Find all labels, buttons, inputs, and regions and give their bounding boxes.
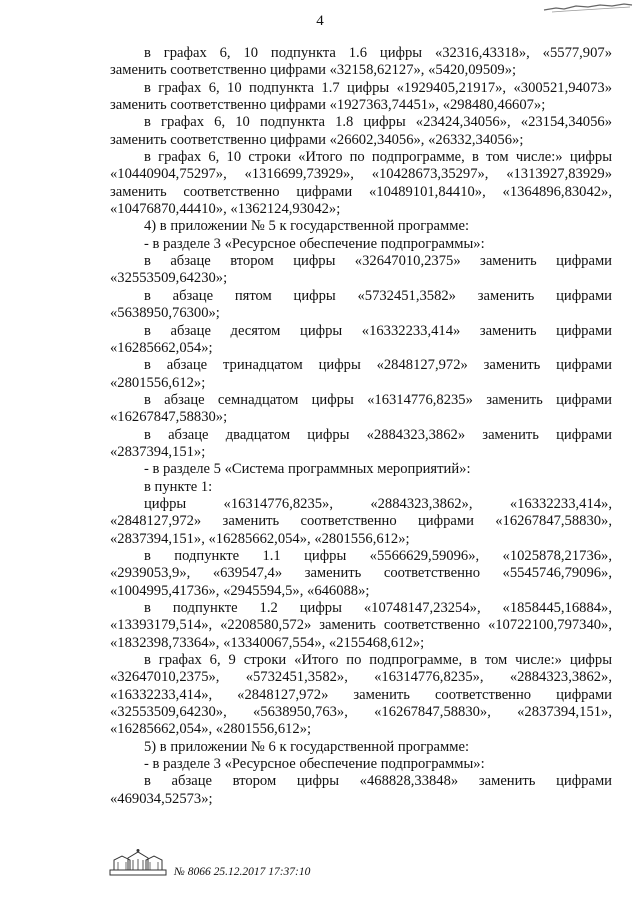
text-line: «2837394,151»; [110,443,206,460]
text-line: в графах 6, 10 подпункта 1.6 цифры «32316,43318», «5577,907» [144,45,612,61]
text-line: в абзаце двадцатом цифры «2884323,3862» заменить цифрами [144,426,612,443]
text-line: «1004995,41736», «2945594,5», «646088»; [110,582,370,599]
page-number: 4 [316,13,324,29]
scan-edge-mark [542,2,634,14]
text-line: заменить соответственно цифрами «26602,34056», «26332,34056»; [110,131,524,148]
text-line: «13393179,514», «2208580,572» заменить соответственно «10722100,797340», [110,617,612,634]
text-line: - в разделе 3 «Ресурсное обеспечение подпрограммы»: [144,756,485,773]
text-line: в абзаце втором цифры «468828,33848» заменить цифрами [144,773,612,790]
text-line: «5638950,76300»; [110,305,220,322]
text-line: «2848127,972» заменить соответственно цифрами «16267847,58830», [110,513,612,530]
text-line: в графах 6, 10 строки «Итого по подпрограмме, в том числе:» цифры [144,149,612,166]
building-stamp-icon [108,848,168,878]
text-line: «16285662,054», «2801556,612»; [110,721,312,738]
text-line: «16267847,58830»; [110,409,228,426]
text-line: в пункте 1: [144,478,213,495]
text-line: «10476870,44410», «1362124,93042»; [110,201,341,218]
text-line: заменить соответственно цифрами «1927363,74451», «298480,46607»; [110,97,546,114]
text-line: в подпункте 1.2 цифры «10748147,23254», «1858445,16884», [144,600,612,616]
text-line: в абзаце семнадцатом цифры «16314776,8235» заменить цифрами [144,391,612,408]
text-line: «32647010,2375», «5732451,3582», «16314776,8235», «2884323,3862», [110,669,612,686]
text-line: в абзаце десятом цифры «16332233,414» заменить цифрами [144,322,612,339]
text-line: - в разделе 5 «Система программных мероприятий»: [144,461,471,478]
text-line: в подпункте 1.1 цифры «5566629,59096», «1025878,21736», [144,547,612,564]
text-line: «1832398,73364», «13340067,554», «2155468,612»; [110,634,425,651]
text-line: в абзаце тринадцатом цифры «2848127,972» заменить цифрами [144,357,612,374]
text-line: в абзаце пятом цифры «5732451,3582» заменить цифрами [144,287,612,304]
text-line: «32553509,64230», «5638950,763», «16267847,58830», «2837394,151», [110,704,612,721]
text-line: «469034,52573»; [110,790,213,807]
text-line: «10440904,75297», «1316699,73929», «10428673,35297», «1313927,83929» [110,166,612,183]
text-line: заменить соответственно цифрами «32158,62127», «5420,09509»; [110,62,517,79]
text-line: 5) в приложении № 6 к государственной программе: [144,738,470,755]
document-body [110,45,612,808]
text-line: «2939053,9», «639547,4» заменить соответственно «5545746,79096», [110,565,612,582]
text-line: «16332233,414», «2848127,972» заменить соответственно цифрами [110,686,612,703]
text-line: в графах 6, 10 подпункта 1.7 цифры «1929405,21917», «300521,94073» [144,79,612,96]
document-footer [108,848,348,882]
text-line: «16285662,054»; [110,339,213,356]
text-line: заменить соответственно цифрами «10489101,84410», «1364896,83042», [110,183,612,200]
text-line: в графах 6, 9 строки «Итого по подпрограмме, в том числе:» цифры [144,652,612,669]
text-line: - в разделе 3 «Ресурсное обеспечение подпрограммы»: [144,235,485,252]
text-line: «32553509,64230»; [110,270,228,287]
text-line: в графах 6, 10 подпункта 1.8 цифры «23424,34056», «23154,34056» [144,114,612,131]
registration-number: № 8066 25.12.2017 17:37:10 [174,866,311,878]
text-line: «2801556,612»; [110,374,206,391]
text-line: «2837394,151», «16285662,054», «2801556,612»; [110,530,410,547]
text-line: 4) в приложении № 5 к государственной программе: [144,218,470,235]
text-line: в абзаце втором цифры «32647010,2375» заменить цифрами [144,253,612,270]
text-line: цифры «16314776,8235», «2884323,3862», «16332233,414», [144,495,612,512]
